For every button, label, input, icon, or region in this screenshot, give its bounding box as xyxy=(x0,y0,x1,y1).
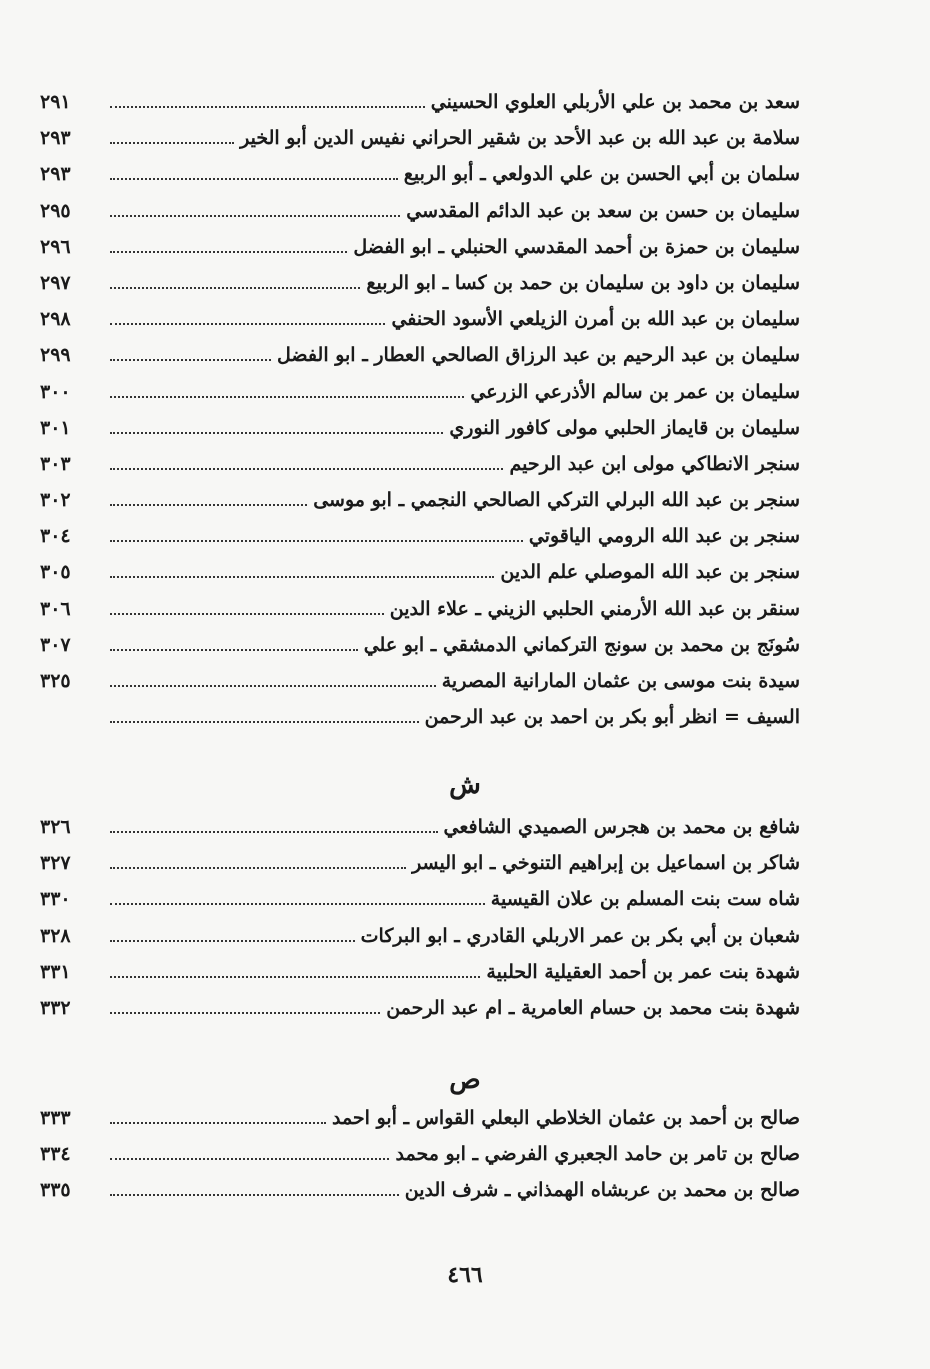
entry-page-number: ٣٣٢ xyxy=(40,996,71,1019)
dot-leader xyxy=(110,287,360,289)
entry-name: سلمان بن أبي الحسن بن علي الدولعي ـ أبو الربيع xyxy=(403,163,800,186)
index-entry xyxy=(40,301,800,337)
index-entry xyxy=(40,809,800,845)
entry-name: صالح بن تامر بن حامد الجعبري الفرضي ـ ابو محمد xyxy=(395,1143,800,1166)
index-entry xyxy=(40,954,800,990)
index-entry xyxy=(40,84,800,120)
entry-name: شافع بن محمد بن هجرس الصميدي الشافعي xyxy=(443,816,800,838)
dot-leader xyxy=(110,721,419,723)
entry-name: سنجر بن عبد الله الموصلي علم الدين xyxy=(500,561,800,584)
entry-name: سلامة بن عبد الله بن عبد الأحد بن شقير الحراني نفيس الدين أبو الخير xyxy=(240,127,800,150)
entry-name: شاه ست بنت المسلم بن علان القيسية xyxy=(490,888,800,911)
entry-page-number: ٣٣١ xyxy=(40,960,71,983)
index-entry xyxy=(40,918,800,954)
dot-leader xyxy=(110,432,443,434)
dot-leader xyxy=(110,323,385,325)
index-entry xyxy=(40,120,800,156)
dot-leader xyxy=(110,903,485,905)
index-entry xyxy=(40,699,800,735)
dot-leader xyxy=(110,1122,326,1124)
index-entry xyxy=(40,156,800,192)
index-entry xyxy=(40,881,800,917)
dot-leader xyxy=(110,940,355,942)
entry-page-number: ٣٢٦ xyxy=(40,816,71,838)
dot-leader xyxy=(110,1194,399,1196)
entry-name: شهدة بنت عمر بن أحمد العقيلية الحلبية xyxy=(486,960,800,983)
entry-page-number: ٣٠٧ xyxy=(40,633,71,656)
index-entry xyxy=(40,482,800,518)
entry-page-number: ٢٩٧ xyxy=(40,271,71,294)
entry-page-number: ٢٩١ xyxy=(40,91,71,113)
entry-name: شهدة بنت محمد بن حسام العامرية ـ ام عبد الرحمن xyxy=(386,996,800,1019)
entry-page-number: ٢٩٣ xyxy=(40,127,71,150)
entry-page-number: ٢٩٩ xyxy=(40,344,71,367)
index-entry xyxy=(40,446,800,482)
entry-name: سليمان بن عمر بن سالم الأذرعي الزرعي xyxy=(470,380,800,403)
entry-name: صالح بن أحمد بن عثمان الخلاطي البعلي القواس ـ أبو احمد xyxy=(331,1107,800,1129)
dot-leader xyxy=(110,649,358,651)
index-entry xyxy=(40,1100,800,1136)
entry-name: سنجر بن عبد الله الرومي الياقوتي xyxy=(528,525,800,548)
index-entry xyxy=(40,845,800,881)
entry-name: سنجر الانطاكي مولى ابن عبد الرحيم xyxy=(509,452,800,475)
entry-page-number: ٢٩٥ xyxy=(40,199,71,222)
dot-leader xyxy=(110,685,436,687)
entry-page-number: ٣٢٥ xyxy=(40,670,71,692)
dot-leader xyxy=(110,1158,389,1160)
entry-name: سعد بن محمد بن علي الأربلي العلوي الحسيني xyxy=(430,91,800,113)
entry-page-number: ٣٠٥ xyxy=(40,561,71,584)
entry-page-number: ٣٠٤ xyxy=(40,525,71,548)
entry-page-number: ٣٣٠ xyxy=(40,888,71,911)
index-entry xyxy=(40,591,800,627)
dot-leader xyxy=(110,396,464,398)
entry-page-number: ٣٠١ xyxy=(40,416,71,439)
dot-leader xyxy=(110,359,271,361)
entry-name: سليمان بن داود بن سليمان بن حمد بن كسا ـ ابو الربيع xyxy=(366,271,800,294)
index-entry xyxy=(40,1172,800,1208)
entry-page-number: ٣٠٦ xyxy=(40,597,71,620)
dot-leader xyxy=(110,540,523,542)
dot-leader xyxy=(110,867,406,869)
dot-leader xyxy=(110,504,307,506)
entry-name: سنجر بن عبد الله البرلي التركي الصالحي النجمي ـ ابو موسى xyxy=(313,489,800,512)
entry-page-number: ٢٩٦ xyxy=(40,235,71,258)
dot-leader xyxy=(110,106,425,108)
page-number: ٤٦٦ xyxy=(447,1262,483,1288)
entry-name: سيدة بنت موسى بن عثمان المارانية المصرية xyxy=(441,670,800,692)
dot-leader xyxy=(110,613,384,615)
entry-name: سليمان بن عبد الرحيم بن عبد الرزاق الصالحي العطار ـ ابو الفضل xyxy=(277,344,800,367)
dot-leader xyxy=(110,178,398,180)
index-entry xyxy=(40,229,800,265)
index-entry xyxy=(40,554,800,590)
index-entry xyxy=(40,518,800,554)
index-entry xyxy=(40,990,800,1026)
entry-name: صالح بن محمد بن عربشاه الهمذاني ـ شرف الدين xyxy=(404,1179,800,1202)
dot-leader xyxy=(110,976,480,978)
entry-name: سنقر بن عبد الله الأرمني الحلبي الزيني ـ علاء الدين xyxy=(389,597,800,620)
index-entry xyxy=(40,663,800,699)
entry-name: سليمان بن قايماز الحلبي مولى كافور النوري xyxy=(449,416,800,439)
entry-name: سليمان بن حمزة بن أحمد المقدسي الحنبلي ـ ابو الفضل xyxy=(353,235,800,258)
entry-page-number: ٣٢٧ xyxy=(40,852,71,875)
index-entry xyxy=(40,265,800,301)
entry-name: سُونَج بن محمد بن سونج التركماني الدمشقي ـ ابو علي xyxy=(363,633,800,656)
entry-page-number: ٣٣٥ xyxy=(40,1179,71,1202)
dot-leader xyxy=(110,468,503,470)
entry-name: السيف = انظر أبو بكر بن احمد بن عبد الرحمن xyxy=(424,706,800,729)
entry-page-number: ٣٣٣ xyxy=(40,1107,71,1129)
index-entry xyxy=(40,627,800,663)
entry-name: شاكر بن اسماعيل بن إبراهيم التنوخي ـ ابو اليسر xyxy=(412,852,800,875)
entry-page-number: ٣٢٨ xyxy=(40,924,71,947)
dot-leader xyxy=(110,251,347,253)
section-letter-sad: ص xyxy=(449,1065,481,1095)
dot-leader xyxy=(110,142,234,144)
dot-leader xyxy=(110,576,494,578)
entry-name: شعبان بن أبي بكر بن عمر الاربلي القادري ـ ابو البركات xyxy=(360,924,800,947)
index-section-sad xyxy=(40,1100,800,1209)
entry-page-number: ٣٠٣ xyxy=(40,452,71,475)
dot-leader xyxy=(110,1012,380,1014)
entry-page-number: ٢٩٨ xyxy=(40,308,71,331)
index-section-sin xyxy=(40,84,800,735)
index-entry xyxy=(40,337,800,373)
index-entry xyxy=(40,374,800,410)
section-letter-shin: ش xyxy=(449,770,481,800)
index-entry xyxy=(40,193,800,229)
index-section-shin xyxy=(40,809,800,1026)
index-entry xyxy=(40,410,800,446)
dot-leader xyxy=(110,831,438,833)
entry-page-number: ٣٣٤ xyxy=(40,1143,71,1166)
entry-page-number: ٣٠٢ xyxy=(40,489,71,512)
index-entry xyxy=(40,1136,800,1172)
entry-name: سليمان بن حسن بن سعد بن عبد الدائم المقدسي xyxy=(406,199,800,222)
entry-page-number: ٣٠٠ xyxy=(40,380,71,403)
entry-page-number: ٢٩٣ xyxy=(40,163,71,186)
dot-leader xyxy=(110,215,400,217)
entry-name: سليمان بن عبد الله بن أمرن الزيلعي الأسود الحنفي xyxy=(391,308,800,331)
